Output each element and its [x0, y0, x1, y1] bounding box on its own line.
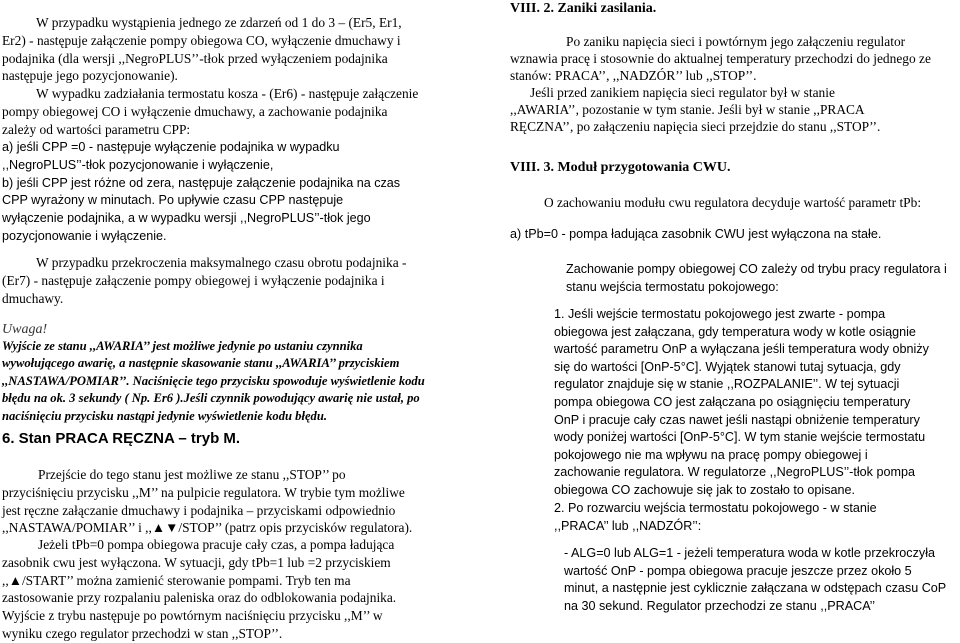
text-line: Wyjście ze stanu ,,AWARIA’’ jest możliwe jedynie po ustaniu czynnika	[2, 339, 363, 353]
alg-paragraph	[564, 545, 946, 615]
text-line: obiegowa jest załączana, gdy temperatura wody w kotle osiągnie	[554, 324, 916, 339]
text-line: wyniku czego regulator przechodzi w stan ,,STOP’’.	[2, 625, 283, 641]
text-line: pokojowego nie ma wpływu na pracę pompy obiegowej i	[554, 447, 868, 462]
text-line: zachowanie regulatora. W regulatorze ,,NegroPLUS’’-tłok pompa	[554, 465, 915, 480]
text-line: RĘCZNA’’, po załączeniu napięcia sieci przejdzie do stanu ,,STOP’’.	[510, 119, 881, 134]
paragraph-er7	[2, 254, 407, 307]
text-line: stanu wejścia termostatu pokojowego:	[566, 279, 779, 294]
text-line: ,,▲/START’’ można zamienić sterowanie pompami. Tryb ten ma	[2, 572, 351, 588]
text-line: ,,NASTAWA/POMIAR’’. Naciśnięcie tego przycisku spowoduje wyświetlenie kodu	[2, 373, 425, 388]
text-line: 2. Po rozwarciu wejścia termostatu pokojowego - w stanie	[554, 501, 877, 515]
paragraph-power-loss	[510, 33, 931, 135]
text-line: na 30 sekund. Regulator przechodzi ze stanu ,,PRACA’’	[564, 598, 876, 613]
list-item-a-cont: ,,NegroPLUS’’-tłok pozycjonowanie i wyłączenie,	[2, 157, 274, 172]
text-line: wartość parametru OnP a wyłączana jeśli temperatura wody obniży	[554, 342, 929, 357]
text-line: podajnika (dla wersji ,,NegroPLUS’’-tłok przed wyłączeniem podajnika	[2, 50, 388, 66]
list-item-b-cont: wyłączenie podajnika, a w wypadku wersji ,,NegroPLUS’’-tłok jego	[2, 211, 371, 226]
text-line: pompa obiegowa CO jest załączana po osiągnięciu temperatury	[554, 394, 911, 409]
text-line: stanów: PRACA’’, ,,NADZÓR’’ lub ,,STOP’’.	[510, 68, 757, 83]
text-line: wody poniżej wartości [OnP-5°C]. W tym stanie wejście termostatu	[554, 430, 926, 445]
cpp-list	[2, 139, 400, 246]
list-item-a: a) jeśli CPP =0 - następuje wyłączenie podajnika w wypadku	[2, 140, 340, 154]
paragraph-thermostat-er6	[2, 85, 419, 138]
paragraph-cwu-module: O zachowaniu modułu cwu regulatora decyduje wartość parametr tPb:	[544, 195, 922, 210]
text-line: obiegowa CO zachowuje się jak to zostało to opisane.	[554, 482, 856, 497]
text-line: dmuchawy.	[2, 290, 64, 306]
text-line: naciśnięciu przycisku nastąpi jedynie wyświetlenie kodu błędu.	[2, 408, 327, 423]
list-item-1	[554, 306, 929, 500]
text-line: Przejście do tego stanu jest możliwe ze stanu ,,STOP’’ po	[38, 467, 346, 482]
text-line: następuje jego pozycjonowanie).	[2, 68, 178, 84]
section-heading-6: 6. Stan PRACA RĘCZNA – tryb M.	[2, 430, 241, 447]
section-heading-8-3: VIII. 3. Moduł przygotowania CWU.	[510, 160, 731, 175]
text-line: Jeżeli tPb=0 pompa obiegowa pracuje cały czas, a pompa ładująca	[38, 537, 395, 552]
text-line: ,,NASTAWA/POMIAR’’ i ,,▲▼/STOP’’ (patrz opis przycisków regulatora).	[2, 520, 413, 536]
text-line: minut, a następnie jest cyklicznie załączana w odstępach czasu CoP	[564, 581, 947, 596]
text-line: wartość OnP - pompa obiegowa pracuje jeszcze przez około 5	[564, 563, 912, 578]
list-item-b-cont: CPP wyrażony w minutach. Po upływie czasu CPP następuje	[2, 193, 344, 208]
text-line: zależy od wartości parametru CPP:	[2, 121, 191, 137]
paragraph-pump-behavior	[566, 261, 947, 296]
text-line: Er2) - następuje załączenie pompy obiegowa CO, wyłączenie dmuchawy i	[2, 32, 401, 48]
section-heading-8-2: VIII. 2. Zaniki zasilania.	[510, 1, 657, 16]
text-line: W przypadku wystąpienia jednego ze zdarzeń od 1 do 3 – (Er5, Er1,	[36, 15, 402, 30]
paragraph-manual-mode	[2, 466, 413, 537]
text-line: wywołującego awarię, a następnie skasowanie stanu ,,AWARIA’’ przyciskiem	[2, 356, 400, 371]
text-line: Wyjście z trybu następuje po powtórnym naciśnięciu przycisku ,,M’’ w	[2, 608, 383, 624]
paragraph-tpb	[2, 536, 397, 643]
text-line: ,,AWARIA’’, pozostanie w tym stanie. Jeśli był w stanie ,,PRACA	[510, 102, 865, 117]
text-line: jest ręczne załączanie dmuchawy i podajnika – przyciskami odpowiednio	[2, 502, 396, 518]
text-line: regulator znajduje się w stanie ,,ROZPALANIE’’. W tej sytuacji	[554, 377, 900, 392]
list-item-b-cont: pozycjonowanie i wyłączenie.	[2, 228, 167, 243]
list-item-tpb0: a) tPb=0 - pompa ładująca zasobnik CWU jest wyłączona na stałe.	[510, 227, 882, 241]
list-item-2	[554, 500, 877, 535]
text-line: OnP i pracuje cały czas nawet jeśli nastąpi obniżenie temperatury	[554, 412, 920, 427]
text-line: się do wartości [OnP-5°C]. Wyjątek stanowi tutaj sytuacja, gdy	[554, 359, 901, 374]
uwaga-label: Uwaga!	[2, 322, 48, 337]
text-line: przyciśnięciu przycisku ,,M’’ na pulpicie regulatora. W trybie tym możliwe	[2, 484, 405, 500]
text-line: Zachowanie pompy obiegowej CO zależy od trybu pracy regulatora i	[566, 262, 947, 276]
text-line: W przypadku przekroczenia maksymalnego czasu obrotu podajnika -	[36, 255, 407, 270]
text-line: W wypadku zadziałania termostatu kosza - (Er6) - następuje załączenie	[36, 86, 419, 101]
text-line: ,,PRACA’’ lub ,,NADZÓR’’:	[554, 518, 702, 533]
paragraph-errors-1-3	[2, 14, 402, 85]
text-line: wznawia pracę i stosownie do aktualnej temperatury przechodzi do jednego ze	[510, 51, 931, 66]
text-line: zasobnik cwu jest wyłączona. W sytuacji, gdy tPb=1 lub =2 przyciskiem	[2, 554, 391, 570]
text-line: zastosowanie przy rozpalaniu paleniska oraz do odblokowania podajnika.	[2, 590, 397, 606]
text-line: 1. Jeśli wejście termostatu pokojowego jest zwarte - pompa	[554, 307, 886, 321]
list-item-b: b) jeśli CPP jest różne od zera, następuje załączenie podajnika na czas	[2, 175, 401, 190]
uwaga-note	[2, 338, 425, 425]
text-line: Jeśli przed zanikiem napięcia sieci regulator był w stanie	[530, 85, 835, 100]
text-line: (Er7) - następuje załączenie pompy obiegowej i wyłączenie podajnika i	[2, 272, 385, 288]
text-line: - ALG=0 lub ALG=1 - jeżeli temperatura woda w kotle przekroczyła	[564, 546, 935, 560]
text-line: pompy obiegowej CO i wyłączenie dmuchawy, a zachowanie podajnika	[2, 103, 388, 119]
text-line: Po zaniku napięcia sieci i powtórnym jego załączeniu regulator	[566, 34, 906, 49]
text-line: błędu na ok. 3 sekundy ( Np. Er6 ).Jeśli czynnik powodujący awarię nie ustał, po	[2, 391, 420, 406]
